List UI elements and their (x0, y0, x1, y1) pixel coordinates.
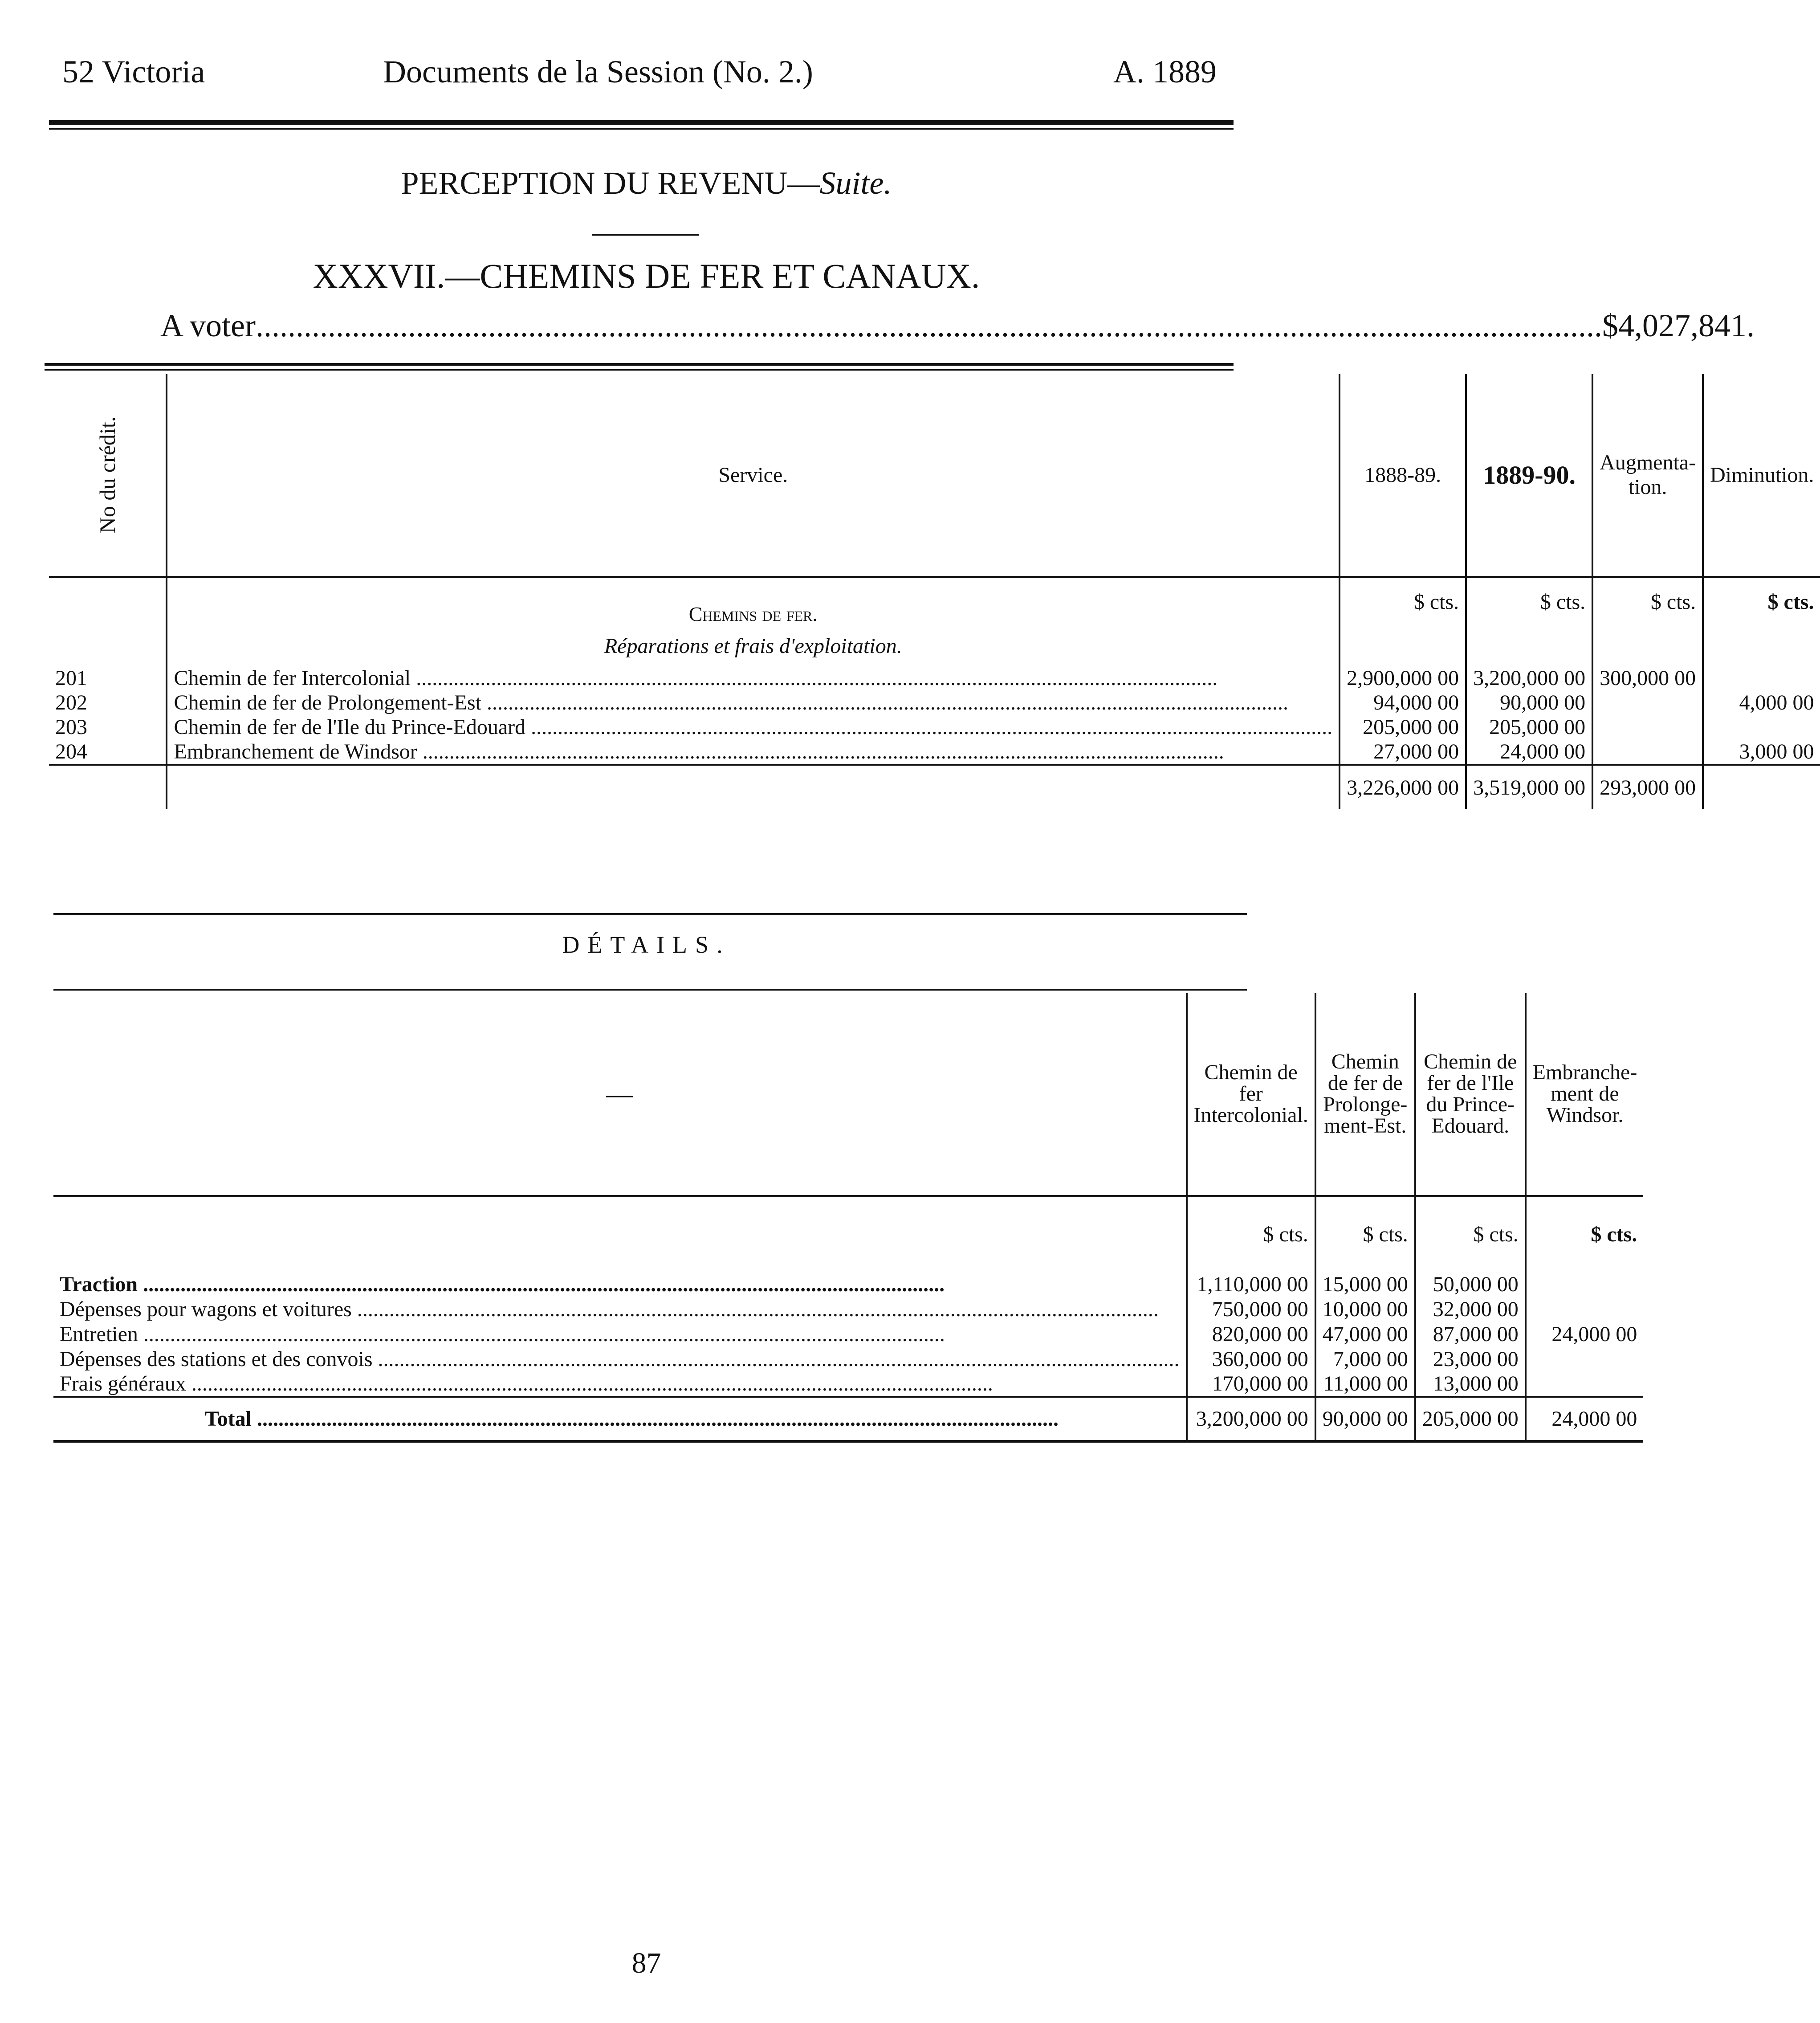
credit-number: 201 (55, 666, 87, 690)
units-c2: $ cts. (1315, 1196, 1415, 1272)
table1-units-row (49, 577, 1820, 626)
col-header-1888-89: 1888-89. (1340, 374, 1466, 577)
col-header-1889-90: 1889-90. (1466, 374, 1592, 577)
total-windsor: 24,000 00 (1526, 1397, 1644, 1441)
amount-prince-edouard: 87,000 00 (1415, 1321, 1526, 1346)
amount-augmentation (1592, 715, 1703, 739)
table2-top-rule (53, 989, 1247, 991)
amount-prince-edouard: 50,000 00 (1415, 1272, 1526, 1297)
header-rule-thin (49, 128, 1234, 130)
page-title-suite: Suite. (819, 165, 892, 201)
service-name: Chemin de fer Intercolonial ..... (167, 666, 1340, 690)
amount-prolongement-est: 47,000 00 (1315, 1321, 1415, 1346)
credit-number: 204 (55, 740, 87, 763)
table1-bottom-rule (53, 913, 1247, 915)
service-name: Chemin de fer de l'Ile du Prince-Edouard ..... (167, 715, 1340, 739)
page-title (0, 165, 1293, 202)
credit-number: 203 (55, 715, 87, 739)
expense-label: Dépenses pour wagons et voitures ..... (53, 1297, 1187, 1321)
amount-windsor: 24,000 00 (1526, 1321, 1644, 1346)
total-diminution (1703, 765, 1820, 809)
estimates-table (49, 374, 1820, 809)
col-header-blank: — (606, 1079, 633, 1109)
vote-leader-dots: ........................................................................................................................................................................ (255, 308, 1602, 343)
amount-intercolonial: 170,000 00 (1187, 1371, 1315, 1397)
table1-row (49, 690, 1820, 715)
total-prince-edouard: 205,000 00 (1415, 1397, 1526, 1441)
page-number: 87 (631, 1947, 661, 1979)
table2-units-row (53, 1196, 1643, 1272)
vote-label: A voter (160, 308, 256, 343)
col-header-credit: No du crédit. (95, 416, 120, 534)
units-dim: $ cts. (1703, 577, 1820, 626)
col-header-intercolonial: Chemin de fer Intercolonial. (1187, 993, 1315, 1196)
amount-diminution: 4,000 00 (1703, 690, 1820, 715)
col-header-windsor: Embranche-ment de Windsor. (1526, 993, 1644, 1196)
table1-top-rule (45, 363, 1234, 366)
units-c1: $ cts. (1187, 1196, 1315, 1272)
amount-intercolonial: 820,000 00 (1187, 1321, 1315, 1346)
section-title: XXXVII.—CHEMINS DE FER ET CANAUX. (313, 257, 980, 295)
table2-row (53, 1346, 1643, 1371)
amount-prolongement-est: 15,000 00 (1315, 1272, 1415, 1297)
units-c3: $ cts. (1415, 1196, 1526, 1272)
table2-total-row (53, 1397, 1643, 1441)
amount-prince-edouard: 23,000 00 (1415, 1346, 1526, 1371)
amount-1888-89: 2,900,000 00 (1340, 666, 1466, 690)
title-separator (592, 234, 699, 236)
amount-diminution (1703, 666, 1820, 690)
total-1889-90: 3,519,000 00 (1466, 765, 1592, 809)
total-intercolonial: 3,200,000 00 (1187, 1397, 1315, 1441)
subgroup-title: Réparations et frais d'exploitation. (167, 626, 1340, 666)
header-center: Documents de la Session (No. 2.) (383, 54, 813, 90)
service-name: Embranchement de Windsor ..... (167, 739, 1340, 765)
amount-windsor (1526, 1272, 1644, 1297)
units-c4: $ cts. (1526, 1196, 1644, 1272)
table2-row (53, 1321, 1643, 1346)
col-header-diminution: Diminution. (1703, 374, 1820, 577)
amount-prolongement-est: 10,000 00 (1315, 1297, 1415, 1321)
amount-prolongement-est: 7,000 00 (1315, 1346, 1415, 1371)
table1-row (49, 739, 1820, 765)
amount-prince-edouard: 32,000 00 (1415, 1297, 1526, 1321)
header-left: 52 Victoria (62, 54, 205, 90)
amount-augmentation (1592, 690, 1703, 715)
table2-row (53, 1272, 1643, 1297)
table1-row (49, 666, 1820, 690)
credit-number: 202 (55, 691, 87, 714)
table2-row (53, 1297, 1643, 1321)
total-1888-89: 3,226,000 00 (1340, 765, 1466, 809)
amount-windsor (1526, 1371, 1644, 1397)
total-augmentation: 293,000 00 (1592, 765, 1703, 809)
amount-1889-90: 205,000 00 (1466, 715, 1592, 739)
col-header-augmentation: Augmenta-tion. (1592, 374, 1703, 577)
total-prolongement-est: 90,000 00 (1315, 1397, 1415, 1441)
col-header-service: Service. (167, 374, 1340, 577)
amount-intercolonial: 750,000 00 (1187, 1297, 1315, 1321)
amount-1888-89: 27,000 00 (1340, 739, 1466, 765)
amount-diminution: 3,000 00 (1703, 739, 1820, 765)
table1-subgroup-row (49, 626, 1820, 666)
amount-windsor (1526, 1346, 1644, 1371)
table1-header-row (49, 374, 1820, 577)
header-right: A. 1889 (1113, 54, 1217, 90)
service-name: Chemin de fer de Prolongement-Est ..... (167, 690, 1340, 715)
amount-prolongement-est: 11,000 00 (1315, 1371, 1415, 1397)
amount-1889-90: 3,200,000 00 (1466, 666, 1592, 690)
expense-label: Dépenses des stations et des convois ..... (53, 1346, 1187, 1371)
units-y2: $ cts. (1466, 577, 1592, 626)
amount-intercolonial: 1,110,000 00 (1187, 1272, 1315, 1297)
group-title: Chemins de fer. (167, 577, 1340, 626)
table1-total-row (49, 765, 1820, 809)
amount-augmentation (1592, 739, 1703, 765)
amount-1889-90: 90,000 00 (1466, 690, 1592, 715)
amount-diminution (1703, 715, 1820, 739)
vote-amount: $4,027,841. (1602, 308, 1755, 343)
amount-1889-90: 24,000 00 (1466, 739, 1592, 765)
page-title-main: PERCEPTION DU REVENU— (401, 165, 820, 201)
expense-label: Traction ..... (53, 1272, 1187, 1297)
table2-row (53, 1371, 1643, 1397)
total-label: Total ..... (53, 1397, 1187, 1441)
units-y1: $ cts. (1340, 577, 1466, 626)
col-header-prince-edouard: Chemin de fer de l'Ile du Prince-Edouard. (1415, 993, 1526, 1196)
vote-line (160, 307, 1755, 344)
table2-header-row (53, 993, 1643, 1196)
expense-label: Entretien ..... (53, 1321, 1187, 1346)
expense-label: Frais généraux ..... (53, 1371, 1187, 1397)
amount-augmentation: 300,000 00 (1592, 666, 1703, 690)
details-table (53, 993, 1643, 1443)
col-header-prolongement-est: Chemin de fer de Prolonge-ment-Est. (1315, 993, 1415, 1196)
details-title: DÉTAILS. (562, 931, 731, 958)
amount-intercolonial: 360,000 00 (1187, 1346, 1315, 1371)
units-aug: $ cts. (1592, 577, 1703, 626)
amount-1888-89: 205,000 00 (1340, 715, 1466, 739)
amount-1888-89: 94,000 00 (1340, 690, 1466, 715)
amount-prince-edouard: 13,000 00 (1415, 1371, 1526, 1397)
table1-top-rule-thin (45, 369, 1234, 371)
header-rule (49, 120, 1234, 125)
amount-windsor (1526, 1297, 1644, 1321)
table1-row (49, 715, 1820, 739)
